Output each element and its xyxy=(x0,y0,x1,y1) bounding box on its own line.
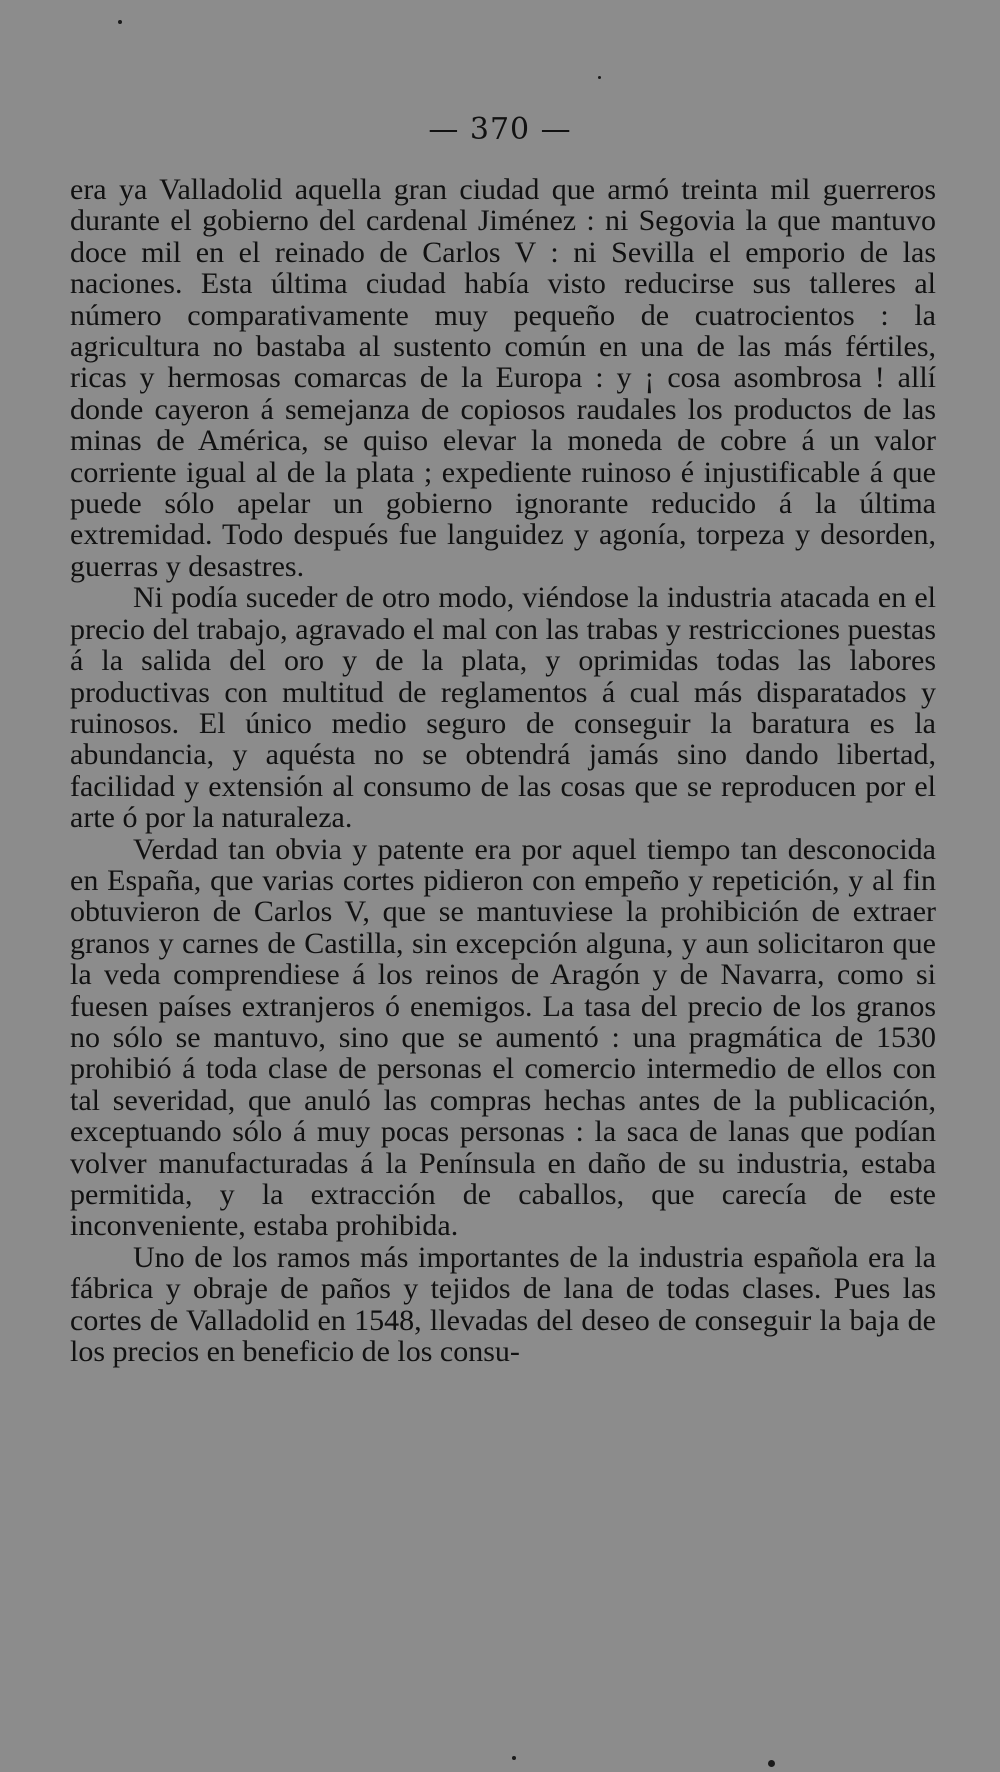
body-text xyxy=(70,174,936,1367)
ink-speck xyxy=(118,20,122,24)
ink-speck xyxy=(512,1756,516,1760)
ink-speck xyxy=(598,76,601,79)
ink-speck xyxy=(768,1760,775,1767)
page-number: — 370 — xyxy=(428,112,572,147)
paragraph-3: Verdad tan obvia y patente era por aquel tiempo tan desconocida en España, que varias cortes pidieron con empeño y repetición, y al fin obtuvieron de Carlos V, que se mantuviese la prohibición de extraer granos y carnes de Castilla, sin excepción alguna, y aun solicitaron que la veda comprendiese á los reinos de Aragón y de Navarra, como si fuesen países extranjeros ó enemigos. La tasa del precio de los granos no sólo se mantuvo, sino que se aumentó : una pragmática de 1530 prohibió á toda clase de personas el comercio intermedio de ellos con tal severidad, que anuló las compras hechas antes de la publicación, exceptuando sólo á muy pocas personas : la saca de lanas que podían volver manufacturadas á la Península en daño de su industria, estaba permitida, y la extracción de caballos, que carecía de este inconveniente, estaba prohibida. xyxy=(70,832,936,1243)
paragraph-1: era ya Valladolid aquella gran ciudad que armó treinta mil guerreros durante el gobierno del cardenal Jiménez : ni Segovia la que mantuvo doce mil en el reinado de Carlos V : ni Sevilla el emporio de las naciones. Esta última ciudad había visto reducirse sus talleres al número comparativamente muy pequeño de cuatrocientos : la agricultura no bastaba al sustento común en una de las más fértiles, ricas y hermosas comarcas de la Europa : y ¡ cosa asombrosa ! allí donde cayeron á semejanza de copiosos raudales los productos de las minas de América, se quiso elevar la moneda de cobre á un valor corriente igual al de la plata ; expediente ruinoso é injustificable á que puede sólo apelar un gobierno ignorante reducido á la última extremidad. Todo después fue languidez y agonía, torpeza y desorden, guerras y desastres. xyxy=(70,173,936,583)
paragraph-4: Uno de los ramos más importantes de la industria española era la fábrica y obraje de paños y tejidos de lana de todas clases. Pues las cortes de Valladolid en 1548, llevadas del deseo de conseguir la baja de los precios en beneficio de los consu- xyxy=(70,1240,936,1369)
paragraph-2: Ni podía suceder de otro modo, viéndose la industria atacada en el precio del trabajo, agravado el mal con las trabas y restricciones puestas á la salida del oro y de la plata, y oprimidas todas las labores productivas con multitud de reglamentos á cual más disparatados y ruinosos. El único medio seguro de conseguir la baratura es la abundancia, y aquésta no se obtendrá jamás sino dando libertad, facilidad y extensión al consumo de las cosas que se reproducen por el arte ó por la naturaleza. xyxy=(70,581,936,835)
